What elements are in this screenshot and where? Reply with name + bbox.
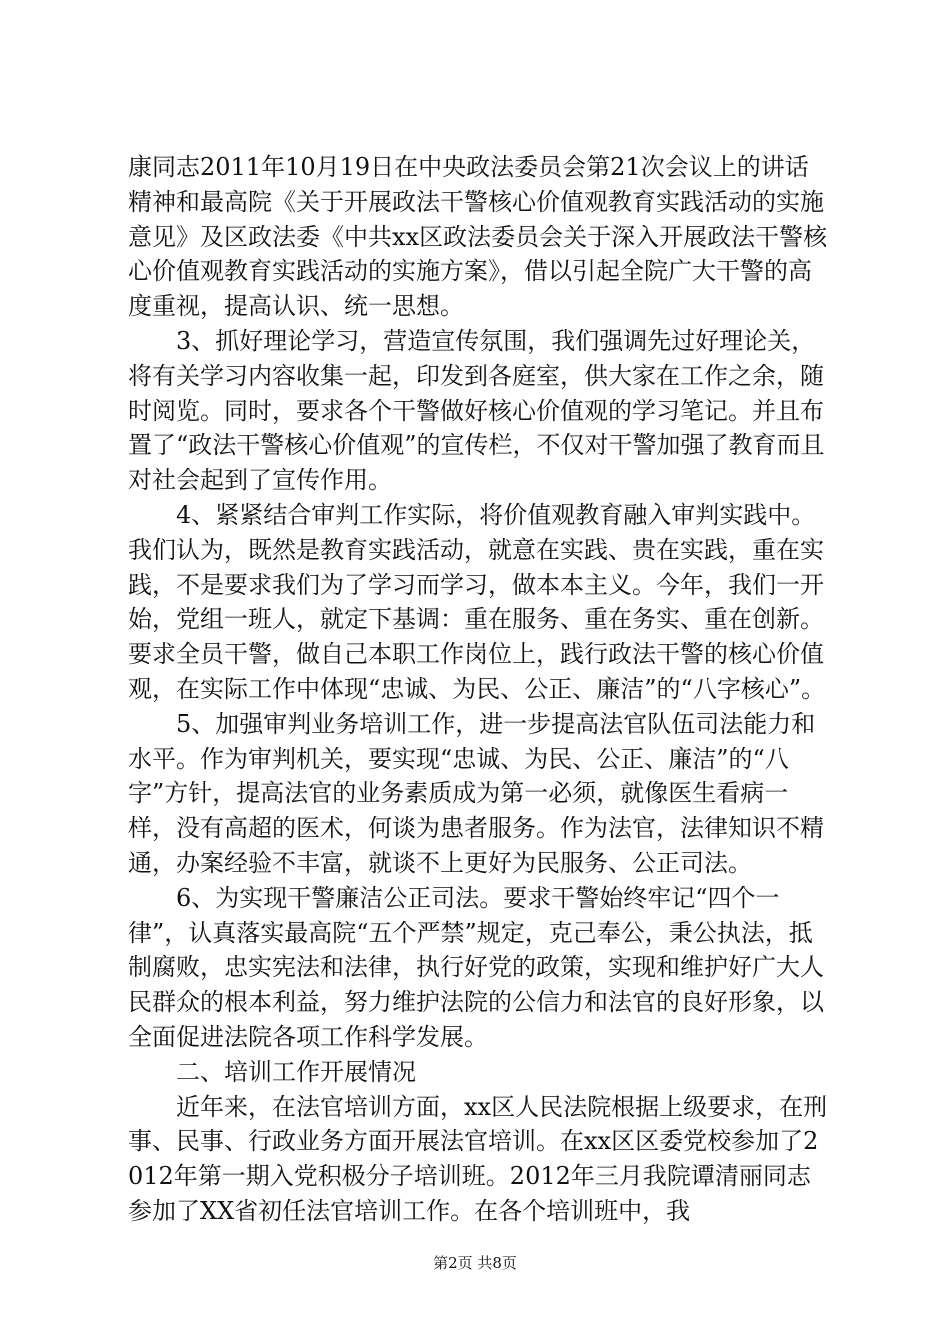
text-line: 护好广大人民群众的根本利益，努力维护法院的公信力和法官 (128, 953, 824, 1017)
text-line: 在实践，不是要求我们为了学习而学习，做本本主义。今年， (128, 535, 824, 599)
text-line: 二、培训工作开展情况 (176, 1057, 416, 1086)
text-line: 我们一开始，党组一班人，就定下基调：重在服务、重在务实、 (128, 570, 824, 634)
text-line: 的良好形象，以全面促进法院各项工作科学发展。 (128, 988, 824, 1051)
text-line: 近年来，在法官培训方面，xx区人民法院根据上级要求， (176, 1092, 780, 1121)
text-line: 随时阅览。同时，要求各个干警做好核心价值观的学习笔记。 (128, 361, 824, 425)
paragraph (128, 498, 828, 707)
text-line: 政法干警核心价值观教育实践活动的实施方案》，借以引起全 (128, 222, 828, 286)
text-line: 生看病一样，没有高超的医术，何谈为患者服务。作为法官， (128, 779, 789, 843)
paragraph (128, 881, 828, 1055)
text-line: 5、加强审判业务培训工作，进一步提高法官队伍司法能力 (176, 709, 792, 738)
text-line: 康同志2011年10月19日在中央政法委员会第21次会议上的讲 (128, 153, 785, 181)
text-line: 重在创新。要求全员干警，做自己本职工作岗位上，践行政法 (128, 605, 824, 669)
text-line: 3、抓好理论学习，营造宣传氛围，我们强调先过好理论关， (176, 326, 816, 355)
text-line: 的“八字”方针，提高法官的业务素质成为第一必须，就像医 (128, 744, 789, 808)
text-line: 律”，认真落实最高院“五个严禁”规定，克己奉公，秉公执 (128, 918, 741, 947)
text-line: 6、为实现干警廉洁公正司法。要求干警始终牢记“四个一 (176, 883, 780, 912)
text-line: 和水平。作为审判机关，要实现“忠诚、为民、公正、廉洁” (128, 709, 816, 773)
text-line: 强了教育而且对社会起到了宣传作用。 (128, 431, 825, 495)
text-line: 在刑事、民事、行政业务方面开展法官培训。在xx区区委党校 (128, 1092, 828, 1156)
text-line: 参加了2012年第一期入党积极分子培训班。2012年三月我院谭 (128, 1127, 819, 1191)
text-line: 4、紧紧结合审判工作实际，将价值观教育融入审判实践中。 (176, 500, 816, 529)
text-line: 干警的核心价值观，在实际工作中体现“忠诚、为民、公正、 (128, 640, 824, 703)
text-line: 院广大干警的高度重视，提高认识、统一思想。 (128, 257, 812, 321)
text-line: 并且布置了“政法干警核心价值观”的宣传栏，不仅对干警加 (128, 396, 824, 460)
text-line: 公正司法。 (632, 848, 752, 877)
text-line: 廉洁”的“八字核心”。 (596, 674, 826, 703)
paragraph (128, 324, 828, 498)
text-line: 我们认为，既然是教育实践活动，就意在实践、贵在实践，重 (128, 535, 776, 564)
paragraph (128, 707, 828, 881)
text-line: 法，抵制腐败，忠实宪法和法律，执行好党的政策，实现和维 (128, 918, 813, 982)
text-line: 的实施意见》及区政法委《中共xx区政法委员会关于深入开展 (128, 187, 824, 251)
text-line: 将有关学习内容收集一起，印发到各庭室，供大家在工作之余， (128, 361, 800, 390)
text-line: 法律知识不精通，办案经验不丰富，就谈不上更好为民服务、 (128, 814, 824, 877)
paragraph (128, 150, 828, 324)
paragraph (128, 1090, 828, 1229)
document-body (128, 150, 828, 1229)
paragraph (128, 1055, 828, 1090)
text-line: 话精神和最高院《关于开展政法干警核心价值观教育实践活动 (128, 153, 809, 216)
text-line: 清丽同志参加了XX省初任法官培训工作。在各个培训班中，我 (128, 1162, 811, 1225)
page-footer: 第2页 共8页 (433, 1254, 517, 1272)
